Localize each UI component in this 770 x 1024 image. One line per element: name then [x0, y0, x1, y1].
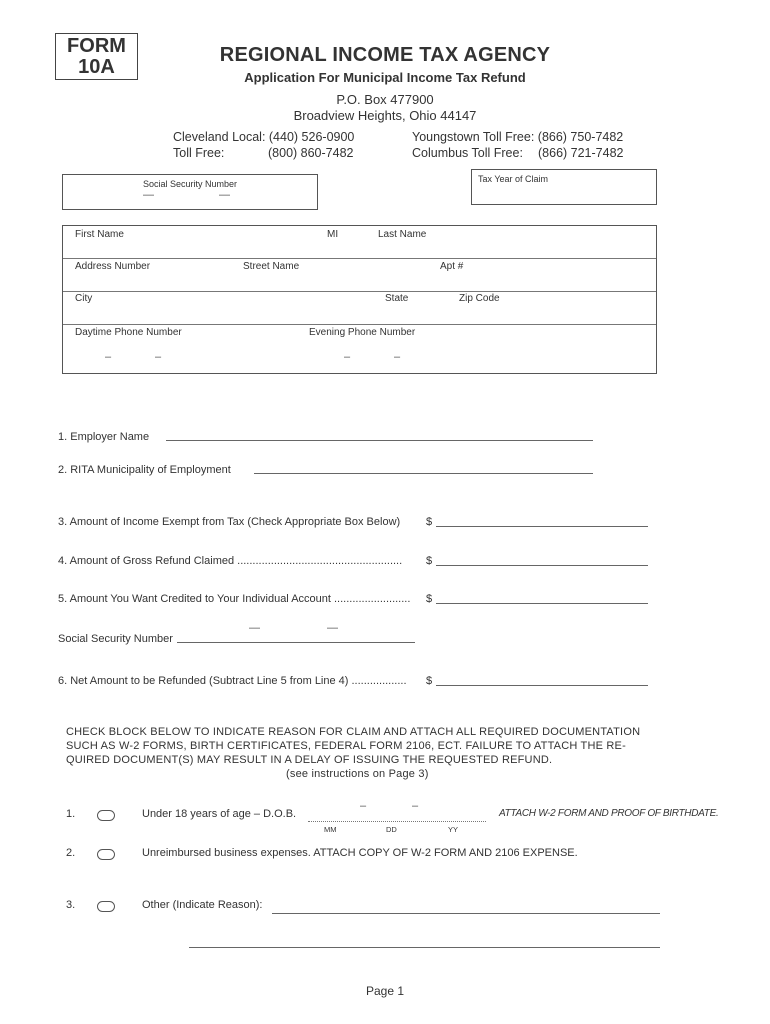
gross-refund-field[interactable]	[436, 565, 648, 566]
employer-name-label: 1. Employer Name	[58, 431, 150, 443]
page-number: Page 1	[365, 984, 405, 998]
dollar-sign: $	[426, 516, 433, 528]
credited-amount-field[interactable]	[436, 603, 648, 604]
reason-1-number: 1.	[66, 808, 76, 820]
other-reason-field-line-2[interactable]	[189, 947, 660, 948]
ssn-box[interactable]	[62, 174, 318, 210]
employer-name-field[interactable]	[166, 440, 593, 441]
state-label: State	[385, 293, 409, 304]
tax-year-label: Tax Year of Claim	[478, 174, 549, 184]
gross-refund-label: 4. Amount of Gross Refund Claimed ......................................................	[58, 555, 403, 567]
reason-3-checkbox[interactable]	[97, 901, 115, 912]
eve-phone-dash-2: –	[394, 351, 401, 363]
cleveland-phone: Cleveland Local: (440) 526-0900	[173, 130, 355, 144]
ssn-line-dash-2: —	[327, 622, 338, 634]
street-name-label: Street Name	[243, 261, 300, 272]
reason-1-checkbox[interactable]	[97, 810, 115, 821]
day-phone-dash-2: –	[155, 351, 162, 363]
ssn-dash-2: —	[219, 189, 230, 201]
ssn-line-label: Social Security Number	[58, 633, 173, 645]
dob-yy-label: YY	[448, 825, 459, 834]
credited-amount-label: 5. Amount You Want Credited to Your Individual Account .........................	[58, 593, 411, 605]
daytime-phone-label: Daytime Phone Number	[75, 327, 182, 338]
reason-2-number: 2.	[66, 847, 76, 859]
instructions-line-3: QUIRED DOCUMENT(S) MAY RESULT IN A DELAY OF ISSUING THE REQUESTED REFUND.	[66, 754, 553, 766]
instructions-line-4: (see instructions on Page 3)	[286, 768, 429, 780]
form-number: 10A	[78, 56, 115, 78]
first-name-label: First Name	[75, 229, 124, 240]
dob-dash-1: –	[360, 800, 367, 812]
row-divider	[63, 291, 656, 292]
reason-2-text: Unreimbursed business expenses. ATTACH COPY OF W-2 FORM AND 2106 EXPENSE.	[142, 847, 578, 859]
reason-1-text: Under 18 years of age – D.O.B.	[142, 808, 297, 820]
instructions-line-1: CHECK BLOCK BELOW TO INDICATE REASON FOR CLAIM AND ATTACH ALL REQUIRED DOCUMENTATION	[66, 726, 641, 738]
apt-label: Apt #	[440, 261, 464, 272]
agency-title: REGIONAL INCOME TAX AGENCY	[219, 44, 551, 66]
dob-mm-label: MM	[324, 825, 337, 834]
toll-free-number: (800) 860-7482	[268, 146, 354, 160]
youngstown-phone: Youngstown Toll Free: (866) 750-7482	[412, 130, 624, 144]
reason-1-note: ATTACH W-2 FORM AND PROOF OF BIRTHDATE.	[499, 808, 719, 819]
reason-3-number: 3.	[66, 899, 76, 911]
ssn-dash-1: —	[143, 189, 154, 201]
reason-3-text: Other (Indicate Reason):	[142, 899, 263, 911]
ssn-label: Social Security Number	[143, 179, 238, 189]
address-number-label: Address Number	[75, 261, 151, 272]
dollar-sign: $	[426, 593, 433, 605]
ssn-line-dash-1: —	[249, 622, 260, 634]
dob-dash-2: –	[412, 800, 419, 812]
dollar-sign: $	[426, 675, 433, 687]
net-refund-field[interactable]	[436, 685, 648, 686]
exempt-amount-label: 3. Amount of Income Exempt from Tax (Check Appropriate Box Below)	[58, 516, 401, 528]
tax-year-box[interactable]	[471, 169, 657, 205]
dollar-sign: $	[426, 555, 433, 567]
net-refund-label: 6. Net Amount to be Refunded (Subtract Line 5 from Line 4) ..................	[58, 675, 407, 687]
city-line: Broadview Heights, Ohio 44147	[293, 108, 477, 123]
dob-field[interactable]	[308, 821, 486, 822]
day-phone-dash-1: –	[105, 351, 112, 363]
ssn-line-field[interactable]	[177, 642, 415, 643]
row-divider	[63, 324, 656, 325]
exempt-amount-field[interactable]	[436, 526, 648, 527]
last-name-label: Last Name	[378, 229, 427, 240]
eve-phone-dash-1: –	[344, 351, 351, 363]
columbus-label: Columbus Toll Free:	[412, 146, 523, 160]
form-label: FORM	[67, 35, 126, 57]
instructions-line-2: SUCH AS W-2 FORMS, BIRTH CERTIFICATES, FEDERAL FORM 2106, ECT. FAILURE TO ATTACH THE RE-	[66, 740, 626, 752]
row-divider	[63, 258, 656, 259]
dob-dd-label: DD	[386, 825, 397, 834]
municipality-label: 2. RITA Municipality of Employment	[58, 464, 231, 476]
zip-label: Zip Code	[459, 293, 500, 304]
po-box: P.O. Box 477900	[336, 92, 434, 107]
municipality-field[interactable]	[254, 473, 593, 474]
mi-label: MI	[327, 229, 339, 240]
taxpayer-info-grid	[62, 225, 657, 374]
form-subtitle: Application For Municipal Income Tax Refund	[244, 70, 526, 85]
evening-phone-label: Evening Phone Number	[309, 327, 416, 338]
toll-free-label: Toll Free:	[173, 146, 225, 160]
columbus-number: (866) 721-7482	[538, 146, 624, 160]
reason-2-checkbox[interactable]	[97, 849, 115, 860]
city-label: City	[75, 293, 93, 304]
other-reason-field[interactable]	[272, 913, 660, 914]
